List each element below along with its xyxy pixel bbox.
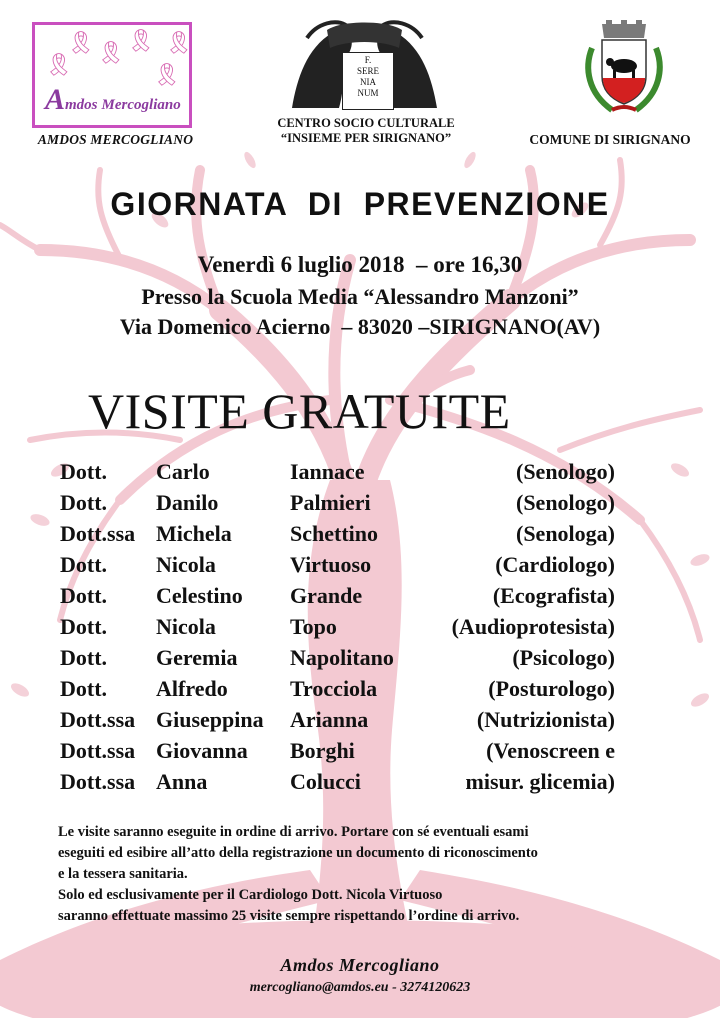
event-address: Via Domenico Acierno – 83020 –SIRIGNANO(AV) [119,314,601,339]
note-line: eseguiti ed esibire all’atto della registrazione un documento di riconoscimento [58,845,538,861]
doctor-row: Dott. Celestino Grande (Ecografista) [60,583,615,608]
doctor-row: Dott. Alfredo Trocciola (Posturologo) [60,676,615,701]
pink-ribbon-icon: 🎗 [45,53,73,78]
comune-coat-of-arms-icon [572,18,676,118]
doctors-list [60,456,620,797]
pink-ribbon-icon: 🎗 [67,31,95,56]
pink-ribbon-icon: 🎗 [97,41,125,66]
centro-caption: CENTRO SOCIO CULTURALE “INSIEME PER SIRIGNANO” [277,116,455,145]
doctor-row: Dott. Danilo Palmieri (Senologo) [60,490,615,515]
amdos-brand-text: Amdos Mercogliano [45,83,181,116]
doctor-row: Dott.ssa Giuseppina Arianna (Nutrizionista) [60,707,615,732]
note-line: e la tessera sanitaria. [58,866,188,882]
event-date: Venerdì 6 luglio 2018 – ore 16,30 [197,252,523,277]
amdos-caption: AMDOS MERCOGLIANO [37,132,194,147]
event-title: GIORNATA DI PREVENZIONE [110,186,610,222]
doctor-row: Dott.ssa Anna Colucci misur. glicemia) [60,769,615,794]
note-line: saranno effettuate massimo 25 visite sempre rispettando l’ordine di arrivo. [58,908,520,924]
amdos-logo [32,22,192,128]
pink-ribbon-icon: 🎗 [165,31,193,56]
footer-organization: Amdos Mercogliano [280,955,440,975]
centro-socio-culturale-logo [287,18,442,113]
doctor-row: Dott. Carlo Iannace (Senologo) [60,459,615,484]
headline: VISITE GRATUITE [88,383,511,439]
note-line: Solo ed esclusivamente per il Cardiologo Dott. Nicola Virtuoso [58,887,443,903]
doctor-row: Dott. Geremia Napolitano (Psicologo) [60,645,615,670]
event-place: Presso la Scuola Media “Alessandro Manzoni” [141,284,579,309]
pink-ribbon-icon: 🎗 [153,63,181,88]
latin-plaque: F. SERE NIA NUM [342,52,394,110]
pink-ribbon-icon: 🎗 [127,29,155,54]
visit-notes [58,822,688,927]
footer-contact: mercogliano@amdos.eu - 3274120623 [249,980,471,995]
doctor-row: Dott. Nicola Virtuoso (Cardiologo) [60,552,615,577]
doctor-row: Dott. Nicola Topo (Audioprotesista) [60,614,615,639]
doctor-row: Dott.ssa Giovanna Borghi (Venoscreen e [60,738,615,763]
doctor-row: Dott.ssa Michela Schettino (Senologa) [60,521,615,546]
note-line: Le visite saranno eseguite in ordine di arrivo. Portare con sé eventuali esami [58,824,529,840]
comune-caption: COMUNE DI SIRIGNANO [529,132,691,147]
